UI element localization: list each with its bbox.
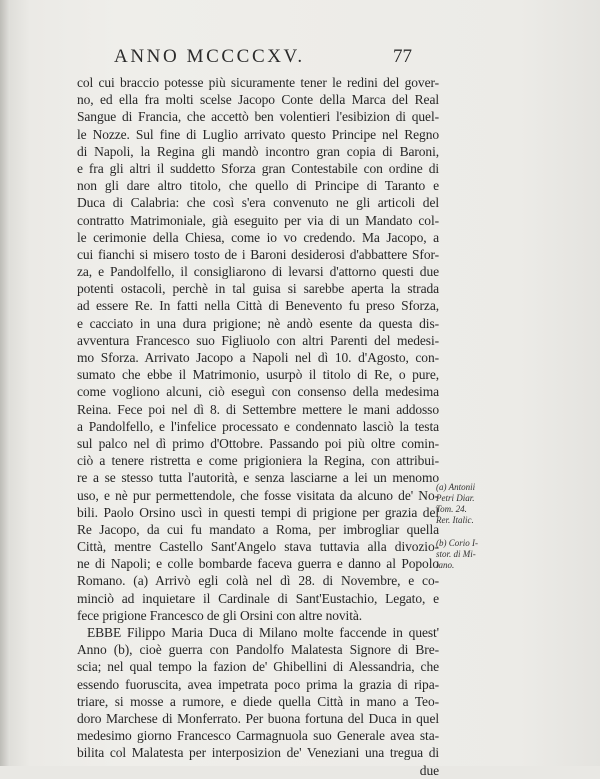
- text-line: e cacciato in una dura prigione; nè andò esente da questa dis-: [77, 315, 439, 331]
- text-line: contratto Matrimoniale, già eseguito per via di un Mandato col-: [77, 212, 439, 228]
- margin-note-line: Rer. Italic.: [436, 515, 474, 525]
- margin-note-b: [436, 538, 516, 571]
- text-line: Re Jacopo, da cui fu mandato a Roma, per imbrogliar quella: [77, 521, 439, 537]
- text-line: avventura Francesco suo Figliuolo con altri Parenti del medesi-: [77, 332, 439, 348]
- text-line: triare, si mosse a rumore, e diede quella Città in mano a Teo-: [77, 693, 439, 709]
- text-line: ne di Napoli; e colle bombarde faceva guerra e danno al Popolo: [77, 556, 439, 572]
- text-line: no, ed ella fra molti scelse Jacopo Conte della Marca del Real: [77, 92, 439, 108]
- text-line: uso, e nè pur permettendole, che fosse visitata da alcuno de' No-: [77, 487, 439, 503]
- text-line: doro Marchese di Monferrato. Per buona fortuna del Duca in quel: [77, 710, 439, 726]
- text-line: bili. Paolo Orsino uscì in questi tempi di prigione per grazia del: [77, 504, 439, 520]
- catchword: due: [419, 762, 439, 778]
- text-line: a Pandolfello, e l'infelice processato e condennato lasciò la testa: [77, 418, 439, 434]
- margin-note-line: stor. di Mi-: [436, 549, 476, 559]
- page-gutter: [0, 0, 10, 766]
- margin-note-line: Petri Diar.: [436, 493, 475, 503]
- text-line: scia; nel qual tempo la fazion de' Ghibellini di Alessandria, che: [77, 659, 439, 675]
- text-line: Reina. Fece poi nel dì 8. di Settembre mettere le mani addosso: [77, 401, 439, 417]
- margin-note-line: Tom. 24.: [436, 504, 467, 514]
- running-title: ANNO MCCCCXV.: [114, 46, 305, 67]
- text-line: potenti ostacoli, perchè in tal guisa si sarebbe aperta la strada: [77, 281, 439, 297]
- text-line: ciò a tenere ristretta e come prigioniera la Regina, con attribui-: [77, 453, 439, 469]
- margin-note-line: lano.: [436, 560, 455, 570]
- text-line: fece prigione Francesco de gli Orsini con altre novità.: [77, 607, 363, 623]
- page-number: 77: [393, 46, 412, 67]
- text-line: sul palco nel dì primo d'Ottobre. Passando poi più oltre comin-: [77, 435, 439, 451]
- text-line: non gli dare altro titolo, che quello di Principe di Taranto e: [77, 178, 439, 194]
- margin-note-line: (a) Antonii: [436, 482, 476, 492]
- margin-note-line: (b) Corio I-: [436, 538, 478, 548]
- text-line: cui fianchi si misero tosto de i Baroni desiderosi d'abbattere Sfor-: [77, 246, 439, 262]
- text-line: ad essere Re. In fatti nella Città di Benevento fu preso Sforza,: [77, 298, 439, 314]
- text-line: di Napoli, la Regina gli mandò incontro gran copia di Baroni,: [77, 143, 439, 159]
- text-line: e fra gli altri il suddetto Sforza gran Contestabile con ordine di: [77, 160, 439, 176]
- body-text: [77, 74, 439, 779]
- margin-note-a: [436, 482, 516, 526]
- text-line: col cui braccio potesse più sicuramente tener le redini del gover-: [77, 75, 439, 90]
- text-line: Sangue di Francia, che accettò ben volentieri l'esibizion di quel-: [77, 109, 439, 125]
- text-line: essendo fuoruscita, avea impetrata poco prima la grazia di ripa-: [77, 676, 439, 692]
- text-line: re a se stesso tutta l'autorità, e senza lasciarne a lei un menomo: [77, 470, 439, 486]
- text-line: come vogliono alcuni, ciò eseguì con consenso della medesima: [77, 384, 439, 400]
- text-line: Romano. (a) Arrivò egli colà nel dì 28. di Novembre, e co-: [77, 573, 439, 589]
- text-line: Città, mentre Castello Sant'Angelo stava tuttavia alla divozio-: [77, 539, 439, 555]
- text-line: sumato che ebbe il Matrimonio, usurpò il titolo di Re, o pure,: [77, 367, 439, 383]
- text-line: EBBE Filippo Maria Duca di Milano molte faccende in quest': [87, 625, 439, 640]
- text-line: le cerimonie della Chiesa, come io vo credendo. Ma Jacopo, a: [77, 229, 439, 245]
- text-line: Anno (b), cioè guerra con Pandolfo Malatesta Signore di Bre-: [77, 642, 439, 658]
- text-line: medesimo giorno Francesco Carmagnuola suo Generale avea sta-: [77, 728, 439, 744]
- text-line: za, e Pandolfello, il consigliarono di levarsi d'attorno questi due: [77, 264, 439, 280]
- text-line: bilita col Malatesta per interposizion de' Veneziani una tregua di: [77, 745, 439, 761]
- text-line: minciò ad inquietare il Cardinale di Sant'Eustachio, Legato, e: [77, 590, 439, 606]
- text-line: Duca di Calabria: che così s'era convenuto ne gli articoli del: [77, 195, 439, 211]
- text-line: mo Sforza. Arrivato Jacopo a Napoli nel dì 10. d'Agosto, con-: [77, 350, 439, 365]
- page-header: [0, 46, 600, 70]
- text-line: le Nozze. Sul fine di Luglio arrivato questo Principe nel Regno: [77, 126, 439, 142]
